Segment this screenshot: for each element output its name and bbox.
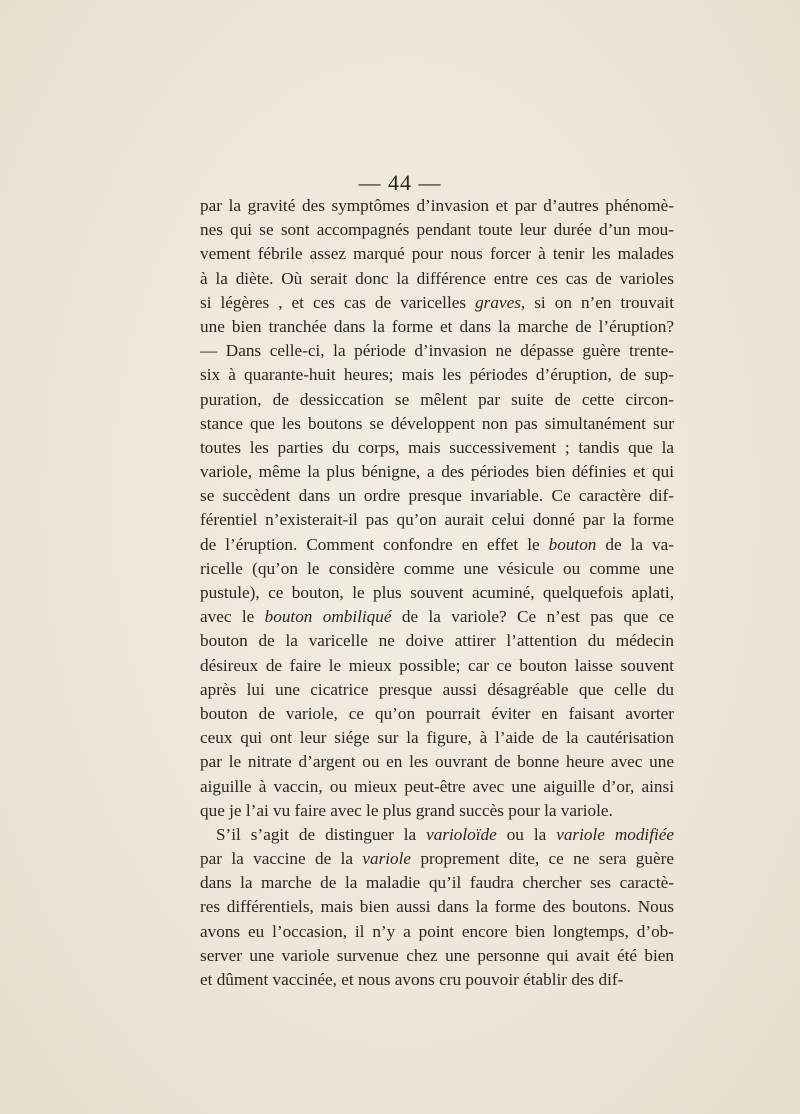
italic-term: varioloïde [426,824,497,844]
text-line: bouton de variole, ce qu’on pourrait éviter en faisant avorter [200,703,674,723]
text-line: — Dans celle-ci, la période d’invasion ne dépasse guère trente- [200,341,674,361]
italic-term: bouton ombiliqué [264,607,392,627]
text-line: pustule), ce bouton, le plus souvent acuminé, quelquefois aplati, [200,583,674,602]
text-line: par la gravité des symptômes d’invasion et par d’autres phénomè- [200,196,674,215]
text-line: toutes les parties du corps, mais successivement ; tandis que la [200,437,674,457]
text-line: par la vaccine de la variole proprement dite, ce ne sera guère [200,849,674,869]
text-line: que je l’ai vu faire avec le plus grand succès pour la variole. [200,800,613,820]
text-line: férentiel n’existerait-il pas qu’on aurait celui donné par la forme [200,510,674,530]
text-line: et dûment vaccinée, et nous avons cru pouvoir établir des dif- [200,970,624,989]
text-line: bouton de la varicelle ne doive attirer l’attention du médecin [200,631,674,651]
body-text [200,194,674,992]
text-line: puration, de dessiccation se mêlent par suite de cette circon- [200,389,674,409]
italic-term: bouton [548,534,597,554]
text-line: res différentiels, mais bien aussi dans la forme des boutons. Nous [200,897,674,917]
text-line: si légères , et ces cas de varicelles graves, si on n’en trouvait [200,292,674,312]
text-line: vement fébrile assez marqué pour nous forcer à tenir les malades [200,244,674,264]
text-line: avec le bouton ombiliqué de la variole? Ce n’est pas que ce [200,607,674,627]
text-line: S’il s’agit de distinguer la varioloïde ou la variole modifiée [216,824,674,844]
text-line: server une variole survenue chez une personne qui avait été bien [200,945,674,965]
text-line: avons eu l’occasion, il n’y a point encore bien longtemps, d’ob- [200,921,674,941]
page-number: — 44 — [358,170,442,195]
italic-term: variole modifiée [556,824,674,844]
text-line: nes qui se sont accompagnés pendant toute leur durée d’un mou- [200,220,674,240]
text-line: se succèdent dans un ordre presque invariable. Ce caractère dif- [200,486,674,506]
text-line: stance que les boutons se développent non pas simultanément sur [200,413,674,433]
text-line: ceux qui ont leur siége sur la figure, à l’aide de la cautérisation [200,728,674,748]
text-line: aiguille à vaccin, ou mieux peut-être avec une aiguille d’or, ainsi [200,776,674,796]
text-line: dans la marche de la maladie qu’il faudra chercher ses caractè- [200,873,674,893]
text-line: après lui une cicatrice presque aussi désagréable que celle du [200,679,674,699]
italic-term: variole [362,849,412,869]
text-line: ricelle (qu’on le considère comme une vésicule ou comme une [200,558,674,578]
text-line: six à quarante-huit heures; mais les périodes d’éruption, de sup- [200,365,674,385]
margin-stain [38,372,58,382]
text-line: une bien tranchée dans la forme et dans la marche de l’éruption? [200,316,674,336]
text-line: de l’éruption. Comment confondre en effet le bouton de la va- [200,534,674,554]
text-line: à la diète. Où serait donc la différence entre ces cas de varioles [200,268,674,288]
italic-term: graves [475,292,521,312]
text-line: variole, même la plus bénigne, a des périodes bien définies et qui [200,462,674,482]
text-line: par le nitrate d’argent ou en les ouvrant de bonne heure avec une [200,752,674,772]
text-line: désireux de faire le mieux possible; car ce bouton laisse souvent [200,655,674,675]
